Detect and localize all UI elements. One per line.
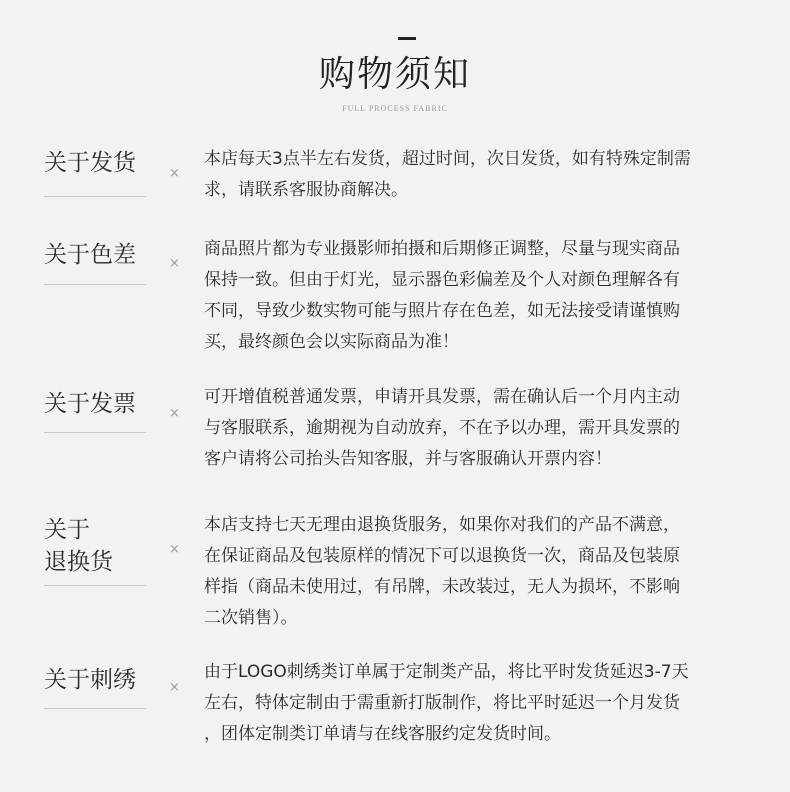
body-line: 商品照片都为专业摄影师拍摄和后期修正调整，尽量与现实商品 — [204, 239, 680, 259]
section-underline — [44, 585, 146, 586]
page-subtitle: FULL PROCESS FABRIC — [342, 104, 448, 113]
close-icon: × — [169, 406, 180, 421]
body-line: 样指（商品未使用过，有吊牌，未改装过，无人为损坏，不影响 — [204, 577, 680, 597]
section-underline — [44, 196, 146, 197]
body-line: ，团体定制类订单请与在线客服约定发货时间。 — [204, 724, 561, 744]
section-underline — [44, 432, 146, 433]
body-line: 保持一致。但由于灯光，显示器色彩偏差及个人对颜色理解各有 — [204, 270, 680, 290]
section-body — [204, 510, 764, 634]
body-line: 与客服联系，逾期视为自动放弃，不在予以办理，需开具发票的 — [204, 418, 680, 438]
body-line: 买，最终颜色会以实际商品为准！ — [204, 332, 459, 352]
close-icon: × — [169, 166, 180, 181]
section-label-text: 关于发票 — [44, 391, 136, 417]
page-header — [0, 0, 790, 130]
section-label — [44, 664, 136, 696]
section-label-text: 关于色差 — [44, 242, 136, 268]
body-line: 本店支持七天无理由退换货服务，如果你对我们的产品不满意， — [204, 515, 680, 535]
section-label — [44, 239, 136, 271]
body-line: 由于LOGO刺绣类订单属于定制类产品，将比平时发货延迟3-7天 — [204, 662, 689, 682]
section-body — [204, 234, 764, 358]
body-line: 在保证商品及包装原样的情况下可以退换货一次，商品及包装原 — [204, 546, 680, 566]
title-accent-bar — [398, 37, 416, 40]
section-underline — [44, 708, 146, 709]
body-line: 客户请将公司抬头告知客服，并与客服确认开票内容！ — [204, 449, 612, 469]
section-label — [44, 514, 113, 578]
body-line: 二次销售）。 — [204, 608, 298, 628]
body-line: 本店每天3点半左右发货，超过时间，次日发货，如有特殊定制需 — [204, 149, 691, 169]
section-label-text: 退换货 — [44, 549, 113, 575]
section-underline — [44, 284, 146, 285]
section-label-text: 关于 — [44, 517, 90, 543]
section-body — [204, 144, 764, 206]
section-label — [44, 388, 136, 420]
section-label-text: 关于发货 — [44, 150, 136, 176]
close-icon: × — [169, 256, 180, 271]
body-line: 可开增值税普通发票，申请开具发票，需在确认后一个月内主动 — [204, 387, 680, 407]
page-title: 购物须知 — [318, 54, 471, 95]
section-body — [204, 382, 764, 475]
body-line: 求，请联系客服协商解决。 — [204, 180, 408, 200]
body-line: 左右，特体定制由于需重新打版制作，将比平时延迟一个月发货 — [204, 693, 680, 713]
close-icon: × — [169, 680, 180, 695]
section-body — [204, 657, 764, 750]
section-label-text: 关于刺绣 — [44, 667, 136, 693]
close-icon: × — [169, 542, 180, 557]
section-label — [44, 147, 136, 179]
body-line: 不同，导致少数实物可能与照片存在色差，如无法接受请谨慎购 — [204, 301, 680, 321]
